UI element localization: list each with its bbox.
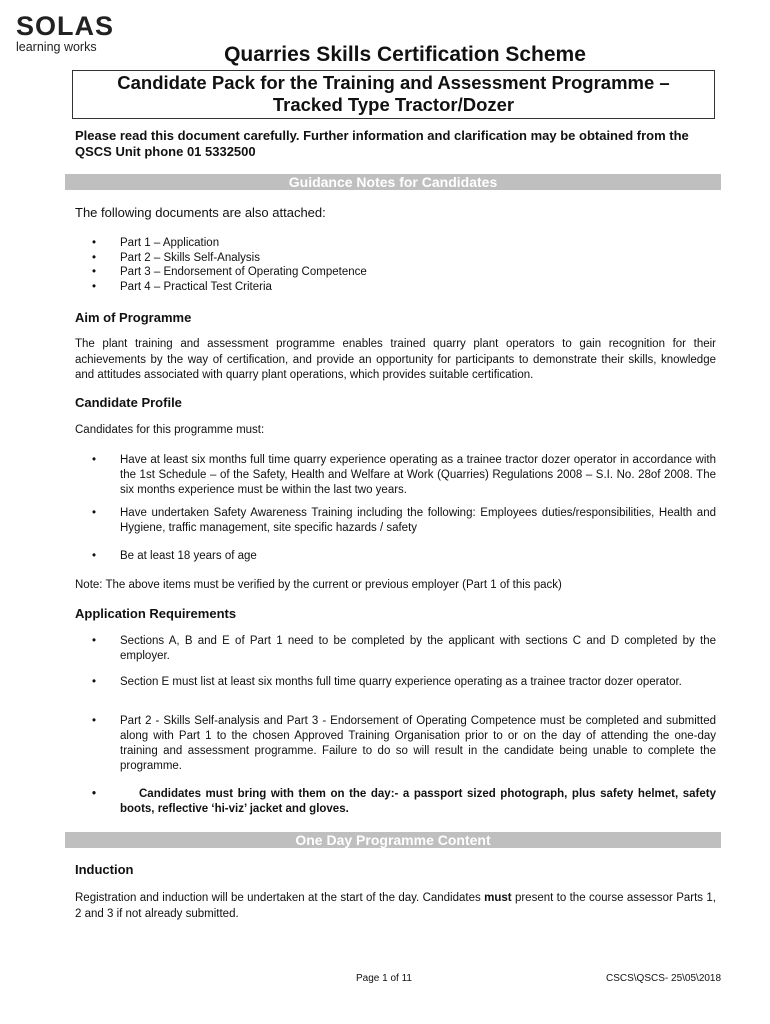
subtitle-line-2: Tracked Type Tractor/Dozer: [272, 94, 515, 115]
list-item-text: Part 3 – Endorsement of Operating Competence: [120, 266, 367, 278]
profile-heading: Candidate Profile: [75, 395, 182, 410]
list-item-text: Sections A, B and E of Part 1 need to be completed by the applicant with sections C and D completed by the employer.: [120, 635, 716, 662]
aim-heading: Aim of Programme: [75, 310, 192, 325]
logo-tagline: learning works: [16, 40, 97, 54]
page-title: Quarries Skills Certification Scheme: [224, 43, 586, 66]
list-item: • Part 4 – Practical Test Criteria: [92, 280, 716, 295]
list-item: • Have undertaken Safety Awareness Training including the following: Employees duties/responsibilities, Health and Hygiene, traffic management, site specific hazards / safety: [92, 507, 716, 534]
subtitle-box: [72, 70, 715, 119]
list-item: • Part 2 - Skills Self-analysis and Part 3 - Endorsement of Operating Competence must be completed and submitted along with Part 1 to the chosen Approved Training Organisation prior to or on the day of attending the one-day training and assessment programme. Failure to do so will result in the candidate being unable to complete the programme.: [92, 715, 716, 772]
list-item: • Part 3 – Endorsement of Operating Competence: [92, 265, 716, 280]
induction-heading: Induction: [75, 862, 134, 877]
list-item: • Sections A, B and E of Part 1 need to be completed by the applicant with sections C and D completed by the employer.: [92, 635, 716, 662]
document-reference: CSCS\QSCS- 25\05\2018: [606, 973, 722, 984]
list-item-text: Part 2 – Skills Self-Analysis: [120, 252, 260, 264]
programme-heading: One Day Programme Content: [65, 832, 721, 848]
subtitle-line-1: Candidate Pack for the Training and Assessment Programme –: [117, 72, 670, 93]
induction-text-emphasis: must: [484, 892, 512, 904]
induction-text: [75, 891, 716, 922]
attached-intro: The following documents are also attached:: [75, 205, 326, 220]
list-item: • Candidates must bring with them on the day:- a passport sized photograph, plus safety helmet, safety boots, reflective ‘hi-viz’ jacket and gloves.: [92, 788, 716, 815]
list-item-text: Part 4 – Practical Test Criteria: [120, 281, 272, 293]
list-item: • Section E must list at least six months full time quarry experience operating as a trainee tractor dozer operator.: [92, 675, 716, 690]
list-item-text: Have at least six months full time quarry experience operating as a trainee tractor dozer operator in accordance with the 1st Schedule – of the Safety, Health and Welfare at Work (Quarries) Regulations 2008 – S.I. No. 28of 2008. The six months experience must be within the last two years.: [120, 454, 716, 496]
list-item-text: Have undertaken Safety Awareness Training including the following: Employees duties/responsibilities, Health and Hygiene, traffic management, site specific hazards / safety: [120, 507, 716, 534]
page-number: Page 1 of 11: [356, 973, 412, 984]
list-item: • Part 1 – Application: [92, 236, 716, 251]
guidance-heading: Guidance Notes for Candidates: [65, 174, 721, 190]
requirements-heading: Application Requirements: [75, 606, 237, 621]
list-item-text: Be at least 18 years of age: [120, 550, 257, 562]
list-item-text: Candidates must bring with them on the day:- a passport sized photograph, plus safety helmet, safety boots, reflective ‘hi-viz’ jacket and gloves.: [120, 788, 716, 815]
list-item-text: Section E must list at least six months full time quarry experience operating as a trainee tractor dozer operator.: [120, 676, 682, 688]
note-text: Note: The above items must be verified by the current or previous employer (Part 1 of this pack): [75, 579, 562, 591]
list-item: • Have at least six months full time quarry experience operating as a trainee tractor dozer operator in accordance with the 1st Schedule – of the Safety, Health and Welfare at Work (Quarries) Regulations 2008 – S.I. No. 28of 2008. The six months experience must be within the last two years.: [92, 454, 716, 496]
list-item-text: Part 2 - Skills Self-analysis and Part 3 - Endorsement of Operating Competence must be completed and submitted along with Part 1 to the chosen Approved Training Organisation prior to or on the day of attending the one-day training and assessment programme. Failure to do so will result in the candidate being unable to complete the programme.: [120, 715, 716, 772]
induction-text-part: present to the course assessor Parts 1, 2 and 3 if not already submitted.: [75, 892, 716, 920]
aim-text: The plant training and assessment programme enables trained quarry plant operators to gain recognition for their achievements by the way of certification, and provide an opportunity for participants to demonstrate their skills, knowledge and attitudes associated with quarry plant operations, which provides suitable certification.: [75, 338, 716, 381]
list-item: • Part 2 – Skills Self-Analysis: [92, 251, 716, 266]
induction-text-part: Registration and induction will be undertaken at the start of the day. Candidates: [75, 892, 485, 904]
profile-intro: Candidates for this programme must:: [75, 424, 265, 436]
list-item: • Be at least 18 years of age: [92, 549, 716, 564]
logo-wordmark: SOLAS: [16, 11, 115, 41]
intro-text: Please read this document carefully. Further information and clarification may be obtained from the QSCS Unit phone 01 5332500: [75, 128, 689, 159]
list-item-text: Part 1 – Application: [120, 237, 220, 249]
